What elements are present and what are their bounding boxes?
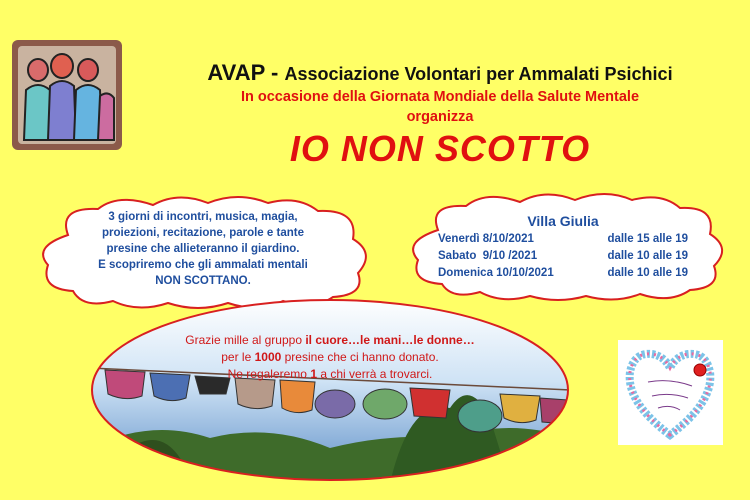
event-title: IO NON SCOTTO (289, 128, 591, 169)
group-name: il cuore…le mani…le donne… (305, 333, 475, 347)
avap-logo (12, 40, 122, 150)
cloud-line: NON SCOTTANO. (155, 275, 251, 287)
thanks-text: presine che ci hanno donato. (281, 350, 439, 364)
org-long: Associazione Volontari per Ammalati Psichici (284, 64, 673, 84)
thanks-text: Ne regaleremo (227, 367, 311, 381)
organization-title (140, 60, 740, 86)
gift-count: 1 (310, 367, 318, 381)
thanks-text: a chi verrà a trovarci. (317, 367, 433, 381)
cloud-line: E scopriremo che gli ammalati mentali (98, 259, 308, 271)
schedule-day: Sabato 9/10 /2021 (438, 250, 538, 262)
left-cloud (28, 195, 378, 310)
occasion-line: In occasione della Giornata Mondiale della Salute Mentale (240, 89, 640, 105)
cloud-line: 3 giorni di incontri, musica, magia, (108, 211, 298, 223)
schedule-row (438, 265, 688, 282)
potholder-count: 1000 (254, 350, 282, 364)
schedule (438, 213, 688, 282)
thanks-text: Grazie mille al gruppo (185, 333, 306, 347)
thanks-line-1 (110, 332, 550, 349)
thanks-text: per le (221, 350, 255, 364)
venue-name: Villa Giulia (527, 213, 599, 229)
thanks-line-2 (110, 349, 550, 366)
thanks-message (110, 332, 550, 383)
heart-image (618, 340, 723, 445)
organizza-line: organizza (406, 109, 474, 125)
org-separator: - (264, 60, 285, 85)
potholders-photo (90, 298, 570, 483)
cloud-line: presine che allieteranno il giardino. (106, 243, 300, 255)
schedule-day: Venerdì 8/10/2021 (438, 233, 534, 245)
schedule-time: dalle 10 alle 19 (607, 267, 688, 279)
thanks-line-3 (110, 366, 550, 383)
schedule-row (438, 248, 688, 265)
schedule-day: Domenica 10/10/2021 (438, 267, 554, 279)
cloud-line: proiezioni, recitazione, parole e tante (102, 227, 304, 239)
schedule-time: dalle 10 alle 19 (607, 250, 688, 262)
schedule-time: dalle 15 alle 19 (607, 233, 688, 245)
schedule-row (438, 231, 688, 248)
org-short: AVAP (207, 60, 265, 85)
header (140, 60, 740, 126)
